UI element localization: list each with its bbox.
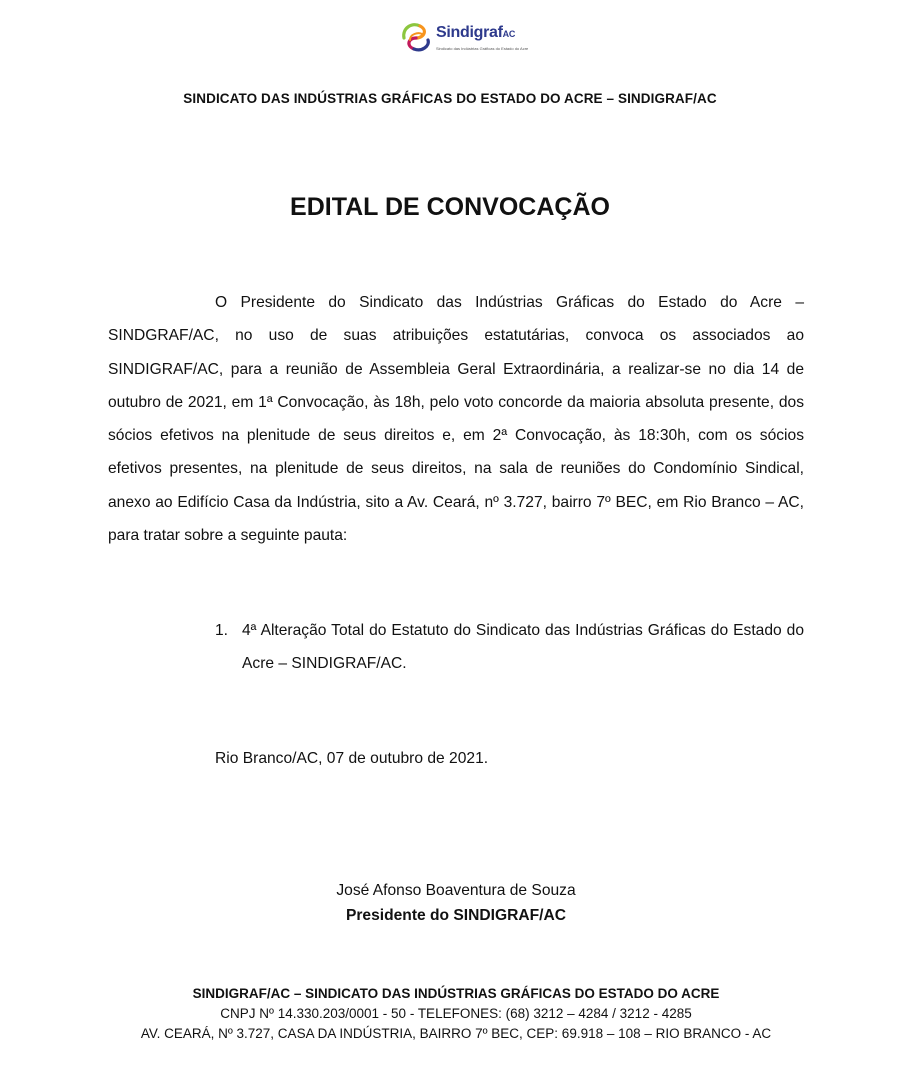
document-footer xyxy=(0,984,900,1044)
footer-address: AV. CEARÁ, Nº 3.727, CASA DA INDÚSTRIA, BAIRRO 7º BEC, CEP: 69.918 – 108 – RIO BRANCO - AC xyxy=(140,1026,772,1041)
footer-contact: CNPJ Nº 14.330.203/0001 - 50 - TELEFONES: (68) 3212 – 4284 / 3212 - 4285 xyxy=(220,1006,692,1021)
sindigraf-logo xyxy=(398,18,528,58)
logo-suffix: AC xyxy=(502,29,516,39)
logo-tagline: Sindicato das Indústrias Gráficas do Estado do Acre xyxy=(436,46,529,51)
signer-name: José Afonso Boaventura de Souza xyxy=(336,882,576,899)
document-title: EDITAL DE CONVOCAÇÃO xyxy=(290,193,610,221)
logo-wordmark: SindigrafAC xyxy=(436,24,516,41)
agenda-item xyxy=(215,614,804,681)
footer-organization: SINDIGRAF/AC – SINDICATO DAS INDÚSTRIAS GRÁFICAS DO ESTADO DO ACRE xyxy=(192,986,720,1001)
sindigraf-logo-mark-icon xyxy=(398,18,434,54)
place-and-date: Rio Branco/AC, 07 de outubro de 2021. xyxy=(215,750,489,767)
signer-role: Presidente do SINDIGRAF/AC xyxy=(345,907,567,924)
organization-header: SINDICATO DAS INDÚSTRIAS GRÁFICAS DO ESTADO DO ACRE – SINDIGRAF/AC xyxy=(183,91,717,106)
convocation-body: O Presidente do Sindicato das Indústrias Gráficas do Estado do Acre – SINDGRAF/AC, no uso de suas atribuições estatutárias, convoca os associados ao SINDIGRAF/AC, para a reunião de Assembleia Geral Extraordinária, a realizar-se no dia 14 de outubro de 2021, em 1ª Convocação, às 18h, pelo voto concorde da maioria absoluta presente, dos sócios efetivos na plenitude de seus direitos e, em 2ª Convocação, às 18:30h, com os sócios efetivos presentes, na plenitude de seus direitos, na sala de reuniões do Condomínio Sindical, anexo ao Edifício Casa da Indústria, sito a Av. Ceará, nº 3.727, bairro 7º BEC, em Rio Branco – AC, para tratar sobre a seguinte pauta: xyxy=(108,294,804,545)
agenda-item-number: 1. xyxy=(215,622,229,639)
agenda-item-text: 4ª Alteração Total do Estatuto do Sindicato das Indústrias Gráficas do Estado do Acre – SINDIGRAF/AC. xyxy=(242,622,804,673)
